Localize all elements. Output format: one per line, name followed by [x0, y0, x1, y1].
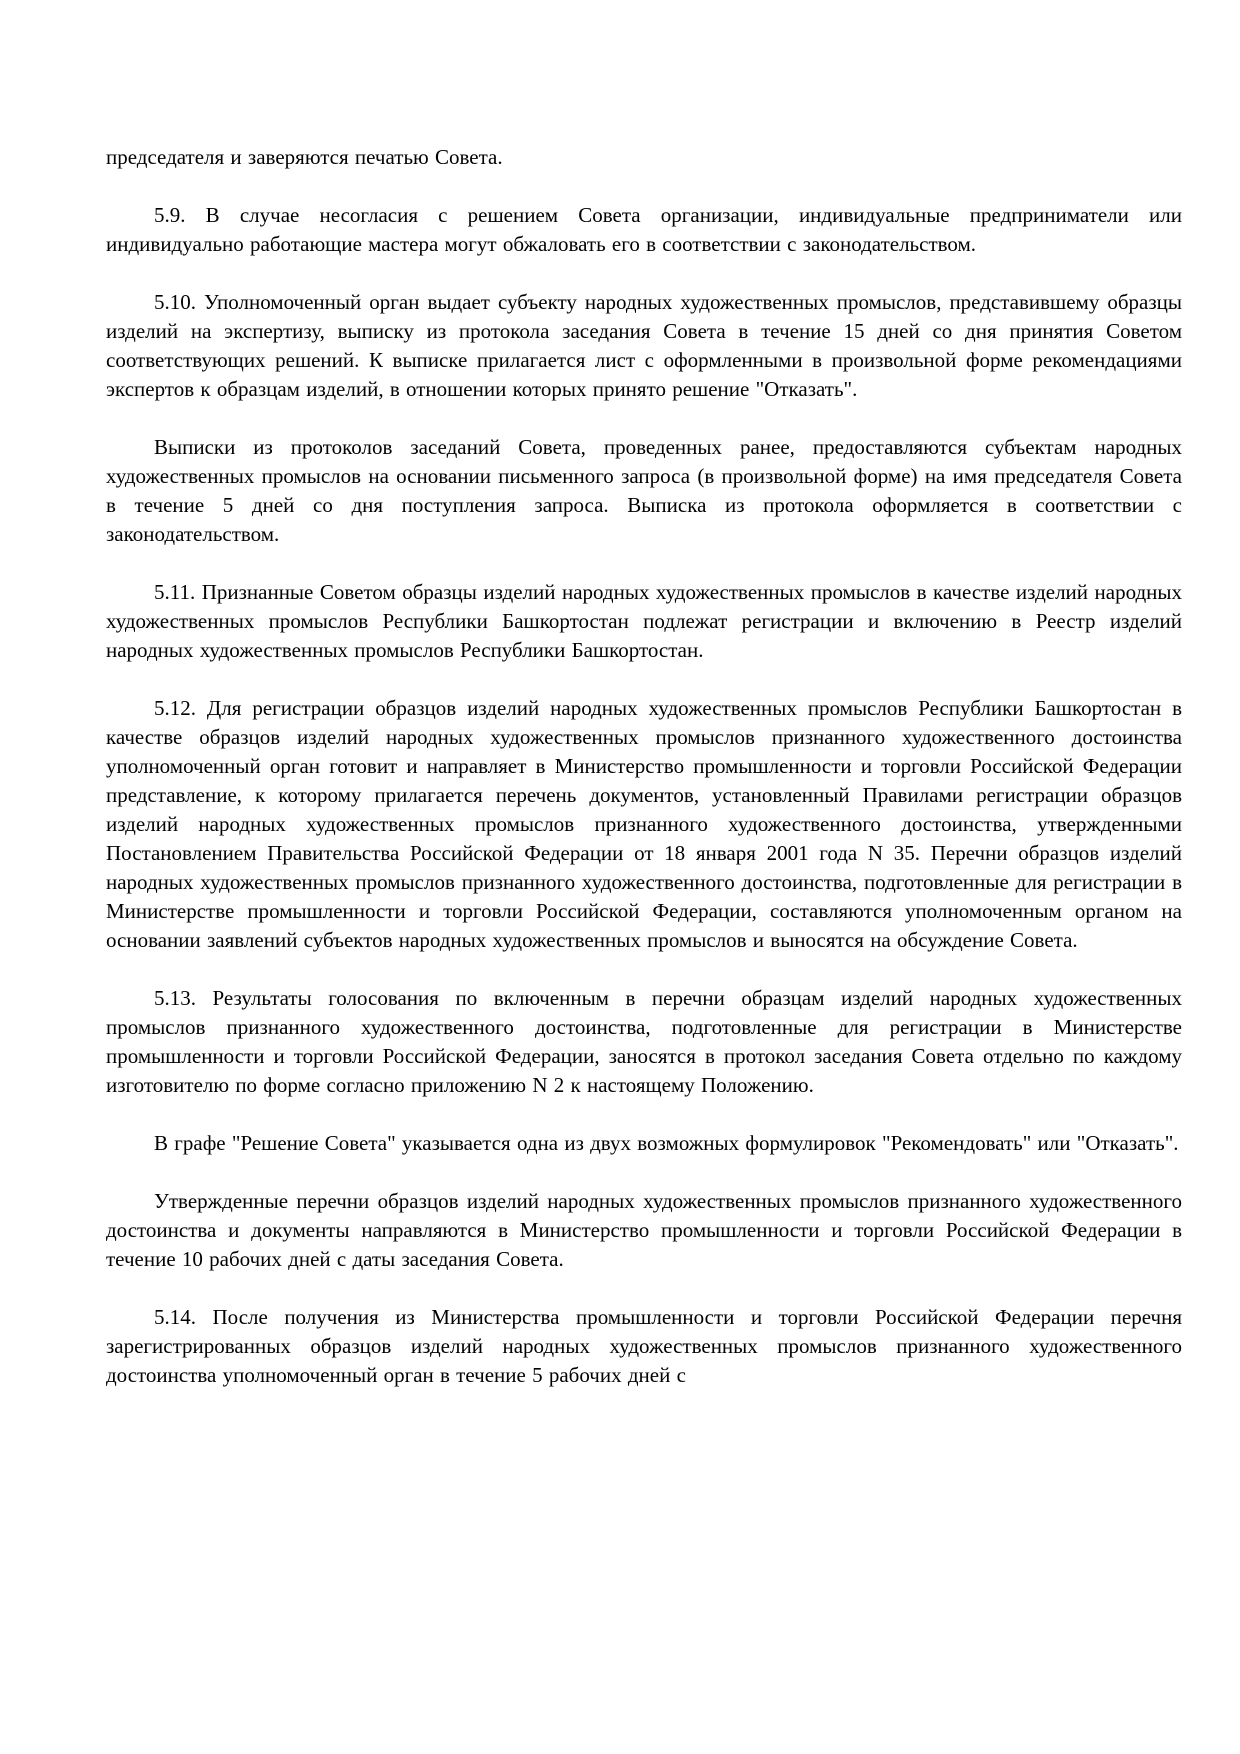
paragraph-5-12: 5.12. Для регистрации образцов изделий народных художественных промыслов Республики Башкортостан в качестве образцов изделий народных художественных промыслов признанного художественного достоинства уполномоченный орган готовит и направляет в Министерство промышленности и торговли Российской Федерации представление, к которому прилагается перечень документов, установленный Правилами регистрации образцов изделий народных художественных промыслов признанного художественного достоинства, утвержденными Постановлением Правительства Российской Федерации от 18 января 2001 года N 35. Перечни образцов изделий народных художественных промыслов признанного художественного достоинства, подготовленные для регистрации в Министерстве промышленности и торговли Российской Федерации, составляются уполномоченным органом на основании заявлений субъектов народных художественных промыслов и выносятся на обсуждение Совета.: [106, 696, 1182, 952]
paragraph-5-13: 5.13. Результаты голосования по включенным в перечни образцам изделий народных художественных промыслов признанного художественного достоинства, подготовленные для регистрации в Министерстве промышленности и торговли Российской Федерации, заносятся в протокол заседания Совета отдельно по каждому изготовителю по форме согласно приложению N 2 к настоящему Положению.: [106, 986, 1182, 1097]
paragraph-5-13-decision: В графе "Решение Совета" указывается одна из двух возможных формулировок "Рекомендовать" или "Отказать".: [154, 1131, 1179, 1155]
paragraph-5-14: 5.14. После получения из Министерства промышленности и торговли Российской Федерации перечня зарегистрированных образцов изделий народных художественных промыслов признанного художественного достоинства уполномоченный орган в течение 5 рабочих дней с: [106, 1305, 1182, 1387]
paragraph-5-10-extract: Выписки из протоколов заседаний Совета, проведенных ранее, предоставляются субъектам народных художественных промыслов на основании письменного запроса (в произвольной форме) на имя председателя Совета в течение 5 дней со дня поступления запроса. Выписка из протокола оформляется в соответствии с законодательством.: [106, 435, 1182, 546]
paragraph-5-10: 5.10. Уполномоченный орган выдает субъекту народных художественных промыслов, представившему образцы изделий на экспертизу, выписку из протокола заседания Совета в течение 15 дней со дня принятия Советом соответствующих решений. К выписке прилагается лист с оформленными в произвольной форме рекомендациями экспертов к образцам изделий, в отношении которых принято решение "Отказать".: [106, 290, 1182, 401]
paragraph-5-9: 5.9. В случае несогласия с решением Совета организации, индивидуальные предприниматели или индивидуально работающие мастера могут обжаловать его в соответствии с законодательством.: [106, 203, 1182, 256]
paragraph-5-13-lists: Утвержденные перечни образцов изделий народных художественных промыслов признанного художественного достоинства и документы направляются в Министерство промышленности и торговли Российской Федерации в течение 10 рабочих дней с даты заседания Совета.: [106, 1189, 1182, 1271]
paragraph-5-11: 5.11. Признанные Советом образцы изделий народных художественных промыслов в качестве изделий народных художественных промыслов Республики Башкортостан подлежат регистрации и включению в Реестр изделий народных художественных промыслов Республики Башкортостан.: [106, 580, 1182, 662]
paragraph-continuation: председателя и заверяются печатью Совета.: [106, 145, 503, 169]
